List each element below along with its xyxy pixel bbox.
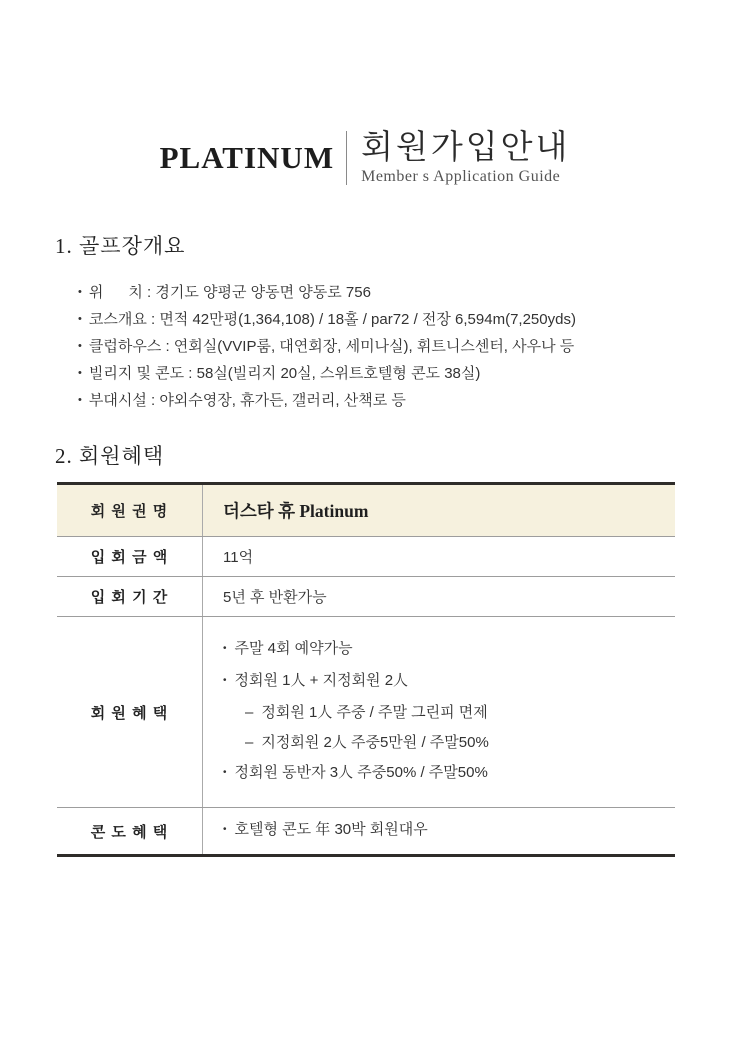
overview-item-text: 위 치 : 경기도 양평군 양동면 양동로 756 — [88, 284, 371, 301]
row-label-entry-fee: 입 회 금 액 — [57, 537, 203, 576]
row-label-entry-period: 입 회 기 간 — [57, 577, 203, 616]
benefit-item-text: 지정회원 2人 주중5만원 / 주말50% — [261, 734, 489, 751]
bullet-icon: • — [78, 340, 82, 352]
benefit-item — [245, 728, 665, 758]
benefit-item-text: 호텔형 콘도 年 30박 회원대우 — [234, 821, 428, 838]
row-label-condo-benefits: 콘 도 혜 택 — [57, 808, 203, 854]
overview-item — [78, 361, 730, 388]
section-heading-benefits: 2. 회원혜택 — [55, 444, 165, 468]
row-value-entry-period: 5년 후 반환가능 — [223, 589, 327, 606]
table-row-membership-name — [57, 485, 675, 537]
row-value-condo-benefits — [203, 808, 675, 854]
table-row-entry-period — [57, 577, 675, 617]
document-header — [0, 130, 730, 186]
overview-item — [78, 388, 730, 415]
benefit-item — [223, 758, 665, 790]
overview-item-text: 부대시설 : 야외수영장, 휴가든, 갤러리, 산책로 등 — [88, 392, 406, 409]
overview-list — [78, 280, 730, 415]
overview-item-text: 클럽하우스 : 연회실(VVIP룸, 대연회장, 세미나실), 휘트니스센터, 사우나 등 — [88, 338, 575, 355]
table-row-condo-benefits — [57, 808, 675, 854]
bullet-icon: • — [223, 824, 227, 835]
page-title: 회원가입안내 — [361, 130, 571, 166]
bullet-icon: • — [78, 367, 82, 379]
row-value-membership-name: 더스타 휴 Platinum — [223, 501, 369, 521]
bullet-icon: • — [78, 313, 82, 325]
header-title-block — [361, 130, 570, 186]
benefit-item-text: 정회원 동반자 3人 주중50% / 주말50% — [234, 764, 488, 781]
benefit-item — [245, 698, 665, 728]
benefit-item-text: 정회원 1人 + 지정회원 2人 — [234, 672, 409, 689]
bullet-icon: • — [223, 643, 227, 654]
overview-item — [78, 307, 730, 334]
overview-item — [78, 280, 730, 307]
dash-icon: – — [245, 734, 254, 751]
overview-item-text: 코스개요 : 면적 42만평(1,364,108) / 18홀 / par72 / 전장 6,594m(7,250yds) — [88, 311, 576, 328]
benefit-item — [223, 819, 665, 843]
row-label-member-benefits: 회 원 혜 택 — [57, 617, 203, 807]
bullet-icon: • — [78, 394, 82, 406]
row-value-entry-fee: 11억 — [223, 549, 254, 566]
benefit-item-text: 정회원 1人 주중 / 주말 그린피 면제 — [261, 704, 488, 721]
header-divider-line — [346, 131, 347, 185]
section-heading-overview: 1. 골프장개요 — [55, 234, 186, 258]
page-subtitle: Member s Application Guide — [361, 168, 561, 185]
overview-item — [78, 334, 730, 361]
bullet-icon: • — [78, 286, 82, 298]
bullet-icon: • — [223, 675, 227, 686]
table-row-member-benefits — [57, 617, 675, 808]
row-value-member-benefits — [203, 617, 675, 807]
benefit-item — [223, 634, 665, 666]
benefit-item — [223, 666, 665, 698]
benefits-table — [57, 482, 675, 857]
dash-icon: – — [245, 704, 254, 721]
bullet-icon: • — [223, 767, 227, 778]
row-label-membership-name: 회 원 권 명 — [57, 485, 203, 536]
table-row-entry-fee — [57, 537, 675, 577]
overview-item-text: 빌리지 및 콘도 : 58실(빌리지 20실, 스위트호텔형 콘도 38실) — [88, 365, 481, 382]
brand-logo-text: PLATINUM — [159, 140, 335, 175]
benefit-item-text: 주말 4회 예약가능 — [234, 640, 353, 657]
